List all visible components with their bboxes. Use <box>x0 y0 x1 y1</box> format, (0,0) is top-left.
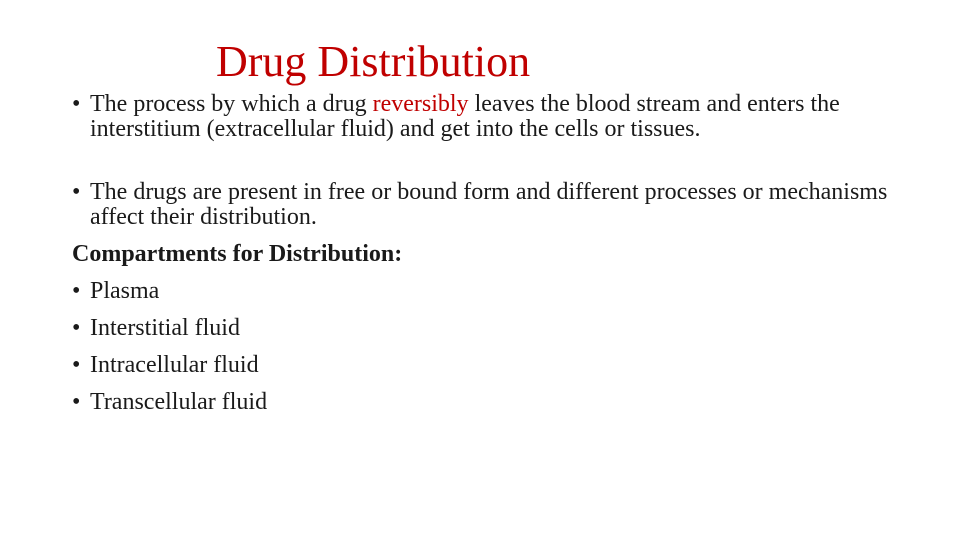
definition-highlight: reversibly <box>372 91 469 117</box>
compartment-item-transcellular <box>72 390 912 415</box>
compartment-item-intracellular <box>72 353 912 378</box>
bullet-dot: • <box>72 179 81 205</box>
bullet-dot: • <box>72 91 81 117</box>
bullet-dot: • <box>72 389 81 415</box>
bullet-forms <box>72 180 912 230</box>
slide-body <box>72 92 912 427</box>
bullet-dot: • <box>72 352 81 378</box>
bullet-dot: • <box>72 315 81 341</box>
compartment-label: Intracellular fluid <box>90 352 259 378</box>
definition-text-before: The process by which a drug <box>90 91 373 117</box>
bullet-dot: • <box>72 278 81 304</box>
compartment-label: Transcellular fluid <box>90 389 268 415</box>
slide-title: Drug Distribution <box>216 37 531 86</box>
definition-text-after: leaves the blood stream and enters the interstitium (extracellular fluid) and get into the cells or tissues. <box>90 91 840 142</box>
compartment-item-plasma <box>72 279 912 304</box>
forms-text: The drugs are present in free or bound form and different processes or mechanisms affect their distribution. <box>90 179 888 230</box>
compartment-label: Interstitial fluid <box>90 315 240 341</box>
compartment-label: Plasma <box>90 278 160 304</box>
bullet-definition <box>72 92 912 142</box>
compartments-heading: Compartments for Distribution: <box>72 241 403 267</box>
compartment-item-interstitial <box>72 316 912 341</box>
